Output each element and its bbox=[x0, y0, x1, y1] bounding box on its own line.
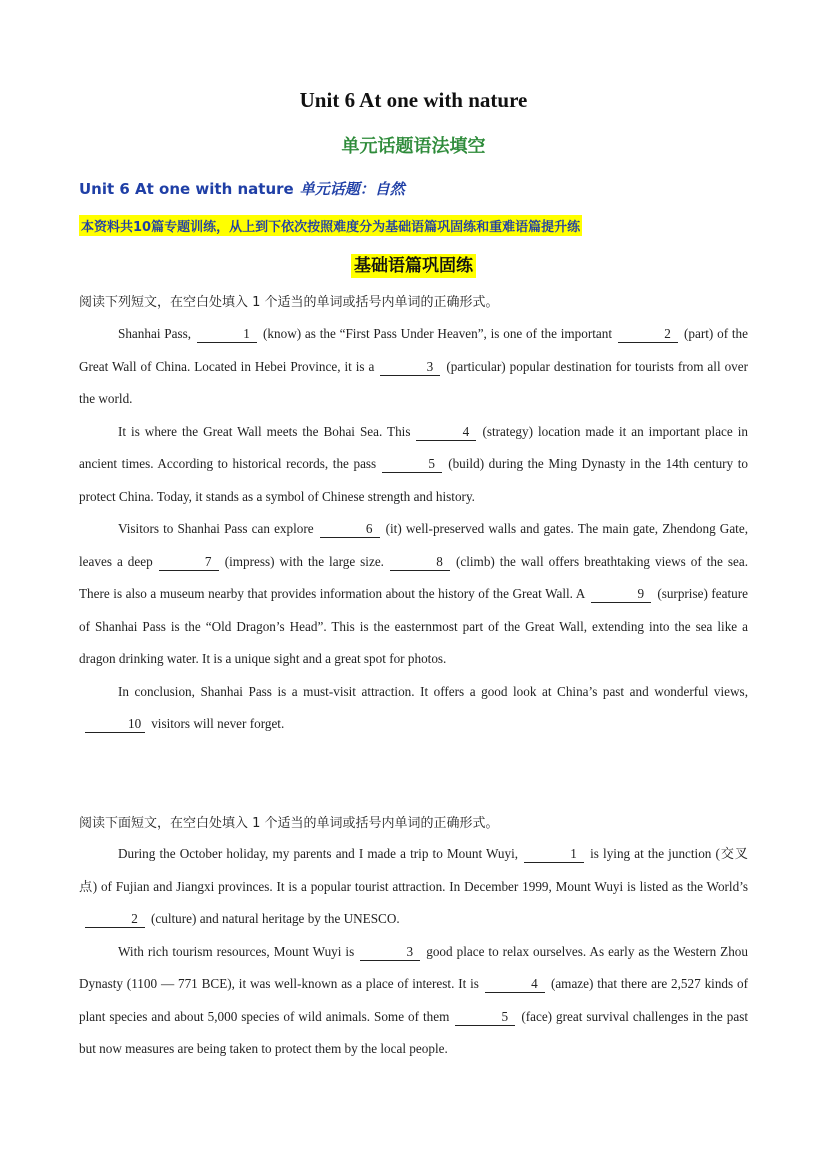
blank-3: 3 bbox=[380, 359, 440, 376]
blank-1: 1 bbox=[524, 846, 584, 863]
passage2-paragraph1 bbox=[79, 838, 748, 936]
passage2-text bbox=[79, 838, 748, 1066]
passage1-text bbox=[79, 318, 748, 741]
text-span: visitors will never forget. bbox=[151, 716, 285, 731]
text-span: (part) of the Great Wall of China. Located in Hebei Province, it is a bbox=[79, 326, 749, 374]
text-span: (impress) with the large size. bbox=[224, 553, 384, 569]
blank-4: 4 bbox=[485, 976, 545, 993]
topic-chinese: 单元话题：自然 bbox=[299, 180, 405, 198]
passage1-paragraph1 bbox=[79, 318, 748, 416]
text-span: is lying at the junction (交叉点) of Fujian and Jiangxi provinces. It is a popular tourist attraction. In December 1999, Mount Wuyi is listed as the World’s bbox=[79, 846, 748, 894]
blank-6: 6 bbox=[320, 521, 380, 538]
text-span: (it) well-preserved walls and gates. The main gate, Zhendong Gate, leaves a deep bbox=[79, 521, 748, 569]
text-span: (climb) the wall offers breathtaking views of the sea. There is also a museum nearby that provides information about the history of the Great Wall. A bbox=[79, 553, 749, 601]
blank-4: 4 bbox=[416, 424, 476, 441]
blank-2: 2 bbox=[618, 326, 678, 343]
text-span: (surprise) feature of Shanhai Pass is the “Old Dragon’s Head”. This is the easternmost part of the Great Wall, extending into the sea like a dragon drinking water. It is a unique sight and a great spot for photos. bbox=[79, 586, 748, 666]
section-heading bbox=[0, 251, 827, 276]
page-title: Unit 6 At one with nature bbox=[299, 88, 528, 112]
text-span: good place to relax ourselves. As early as the Western Zhou Dynasty (1100 — 771 BCE), it was well-known as a place of interest. It is bbox=[79, 943, 748, 991]
blank-2: 2 bbox=[85, 911, 145, 928]
blank-7: 7 bbox=[159, 554, 219, 571]
topic-english: Unit 6 At one with nature bbox=[79, 180, 294, 198]
text-span: Shanhai Pass, bbox=[118, 326, 192, 341]
passage1-instruction: 阅读下列短文，在空白处填入 1 个适当的单词或括号内单词的正确形式。 bbox=[79, 295, 499, 310]
blank-8: 8 bbox=[390, 554, 450, 571]
blank-5: 5 bbox=[455, 1009, 515, 1026]
text-span: (particular) popular destination for tourists from all over the world. bbox=[79, 358, 749, 406]
blank-9: 9 bbox=[591, 586, 651, 603]
passage1-paragraph4 bbox=[79, 676, 748, 741]
topic-line bbox=[79, 178, 405, 199]
text-span: In conclusion, Shanhai Pass is a must-visit attraction. It offers a good look at China’s past and wonderful views, bbox=[118, 683, 748, 699]
blank-10: 10 bbox=[85, 716, 145, 733]
text-span: (amaze) that there are 2,527 kinds of plant species and about 5,000 species of wild animals. Some of them bbox=[79, 976, 748, 1024]
passage2-instruction: 阅读下面短文，在空白处填入 1 个适当的单词或括号内单词的正确形式。 bbox=[79, 816, 499, 831]
text-span: With rich tourism resources, Mount Wuyi is bbox=[118, 943, 355, 959]
blank-1: 1 bbox=[197, 326, 257, 343]
passage1-paragraph2 bbox=[79, 416, 748, 514]
text-span: (strategy) location made it an important place in ancient times. According to historical records, the pass bbox=[79, 423, 748, 471]
page-subtitle: 单元话题语法填空 bbox=[341, 136, 486, 157]
highlighted-notice: 本资料共10篇专题训练，从上到下依次按照难度分为基础语篇巩固练和重难语篇提升练 bbox=[79, 215, 582, 236]
text-span: (build) during the Ming Dynasty in the 14th century to protect China. Today, it stands as a symbol of Chinese strength and history. bbox=[79, 456, 748, 504]
passage2-paragraph2 bbox=[79, 936, 748, 1066]
blank-3: 3 bbox=[360, 944, 420, 961]
text-span: During the October holiday, my parents and I made a trip to Mount Wuyi, bbox=[118, 846, 519, 861]
text-span: Visitors to Shanhai Pass can explore bbox=[118, 521, 314, 536]
text-span: (know) as the “First Pass Under Heaven”, is one of the important bbox=[263, 326, 613, 341]
text-span: (culture) and natural heritage by the UNESCO. bbox=[151, 911, 400, 926]
passage1-paragraph3 bbox=[79, 513, 748, 676]
section-heading-label: 基础语篇巩固练 bbox=[351, 254, 476, 278]
text-span: (face) great survival challenges in the past but now measures are being taken to protect them by the local people. bbox=[79, 1008, 748, 1056]
text-span: It is where the Great Wall meets the Bohai Sea. This bbox=[118, 423, 411, 439]
blank-5: 5 bbox=[382, 456, 442, 473]
